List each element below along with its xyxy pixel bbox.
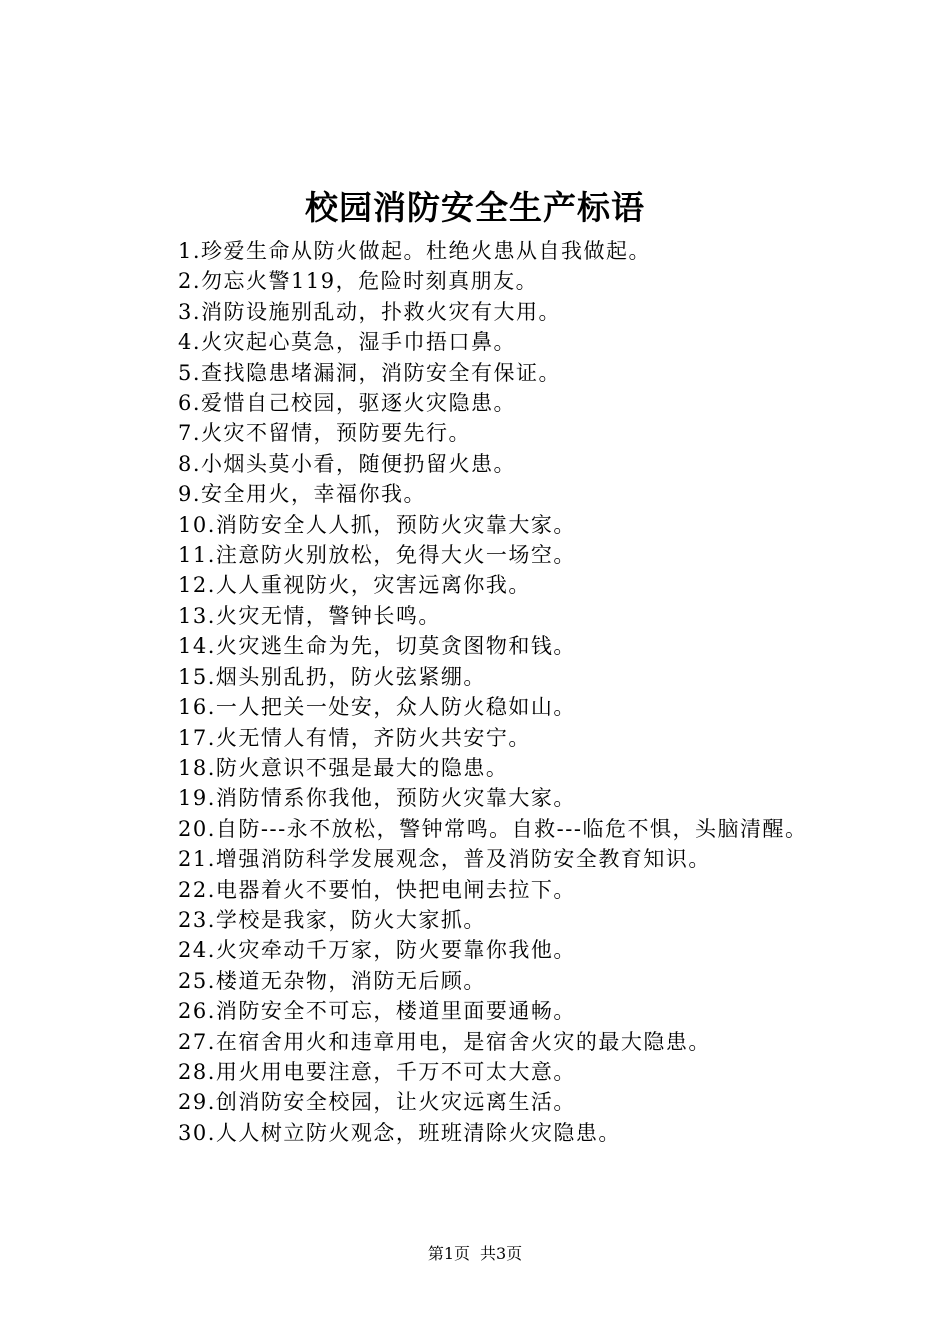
slogan-item: 27.在宿舍用火和违章用电，是宿舍火灾的最大隐患。 bbox=[178, 1029, 711, 1054]
page-number: 第1页 bbox=[427, 1244, 470, 1263]
slogan-item: 3.消防设施别乱动，扑救火灾有大用。 bbox=[178, 299, 562, 324]
slogan-item: 8.小烟头莫小看，随便扔留火患。 bbox=[178, 451, 517, 476]
slogan-list bbox=[129, 236, 839, 1148]
slogan-item: 17.火无情人有情，齐防火共安宁。 bbox=[178, 725, 531, 750]
slogan-item: 22.电器着火不要怕，快把电闸去拉下。 bbox=[178, 877, 576, 902]
slogan-item: 4.火灾起心莫急，湿手巾捂口鼻。 bbox=[178, 330, 517, 355]
slogan-item: 20.自防---永不放松，警钟常鸣。自救---临危不惧，头脑清醒。 bbox=[178, 816, 808, 841]
slogan-item: 30.人人树立防火观念，班班清除火灾隐患。 bbox=[178, 1120, 621, 1145]
slogan-item: 7.火灾不留情，预防要先行。 bbox=[178, 421, 472, 446]
slogan-item: 13.火灾无情，警钟长鸣。 bbox=[178, 603, 441, 628]
page-total: 共3页 bbox=[480, 1244, 523, 1263]
slogan-item: 19.消防情系你我他，预防火灾靠大家。 bbox=[178, 786, 576, 811]
slogan-item: 18.防火意识不强是最大的隐患。 bbox=[178, 755, 509, 780]
slogan-item: 10.消防安全人人抓，预防火灾靠大家。 bbox=[178, 512, 576, 537]
slogan-item: 1.珍爱生命从防火做起。杜绝火患从自我做起。 bbox=[178, 239, 652, 263]
slogan-item: 24.火灾牵动千万家，防火要靠你我他。 bbox=[178, 938, 576, 963]
slogan-item: 28.用火用电要注意，千万不可太大意。 bbox=[178, 1059, 576, 1084]
slogan-item: 5.查找隐患堵漏洞，消防安全有保证。 bbox=[178, 360, 562, 385]
slogan-item: 9.安全用火，幸福你我。 bbox=[178, 482, 427, 507]
slogan-item: 6.爱惜自己校园，驱逐火灾隐患。 bbox=[178, 391, 517, 416]
slogan-item: 11.注意防火别放松，免得大火一场空。 bbox=[178, 543, 576, 568]
document-title: 校园消防安全生产标语 bbox=[305, 188, 645, 227]
slogan-item: 16.一人把关一处安，众人防火稳如山。 bbox=[178, 695, 576, 720]
slogan-item: 15.烟头别乱扔，防火弦紧绷。 bbox=[178, 664, 486, 689]
slogan-item: 26.消防安全不可忘，楼道里面要通畅。 bbox=[178, 999, 576, 1024]
slogan-item: 14.火灾逃生命为先，切莫贪图物和钱。 bbox=[178, 634, 576, 659]
page-footer bbox=[0, 1243, 950, 1265]
slogan-item: 29.创消防安全校园，让火灾远离生活。 bbox=[178, 1090, 576, 1115]
slogan-item: 2.勿忘火警119，危险时刻真朋友。 bbox=[178, 269, 539, 294]
slogan-item: 12.人人重视防火，灾害远离你我。 bbox=[178, 573, 531, 598]
slogan-item: 23.学校是我家，防火大家抓。 bbox=[178, 907, 486, 932]
slogan-item: 25.楼道无杂物，消防无后顾。 bbox=[178, 968, 486, 993]
slogan-item: 21.增强消防科学发展观念，普及消防安全教育知识。 bbox=[178, 847, 711, 872]
